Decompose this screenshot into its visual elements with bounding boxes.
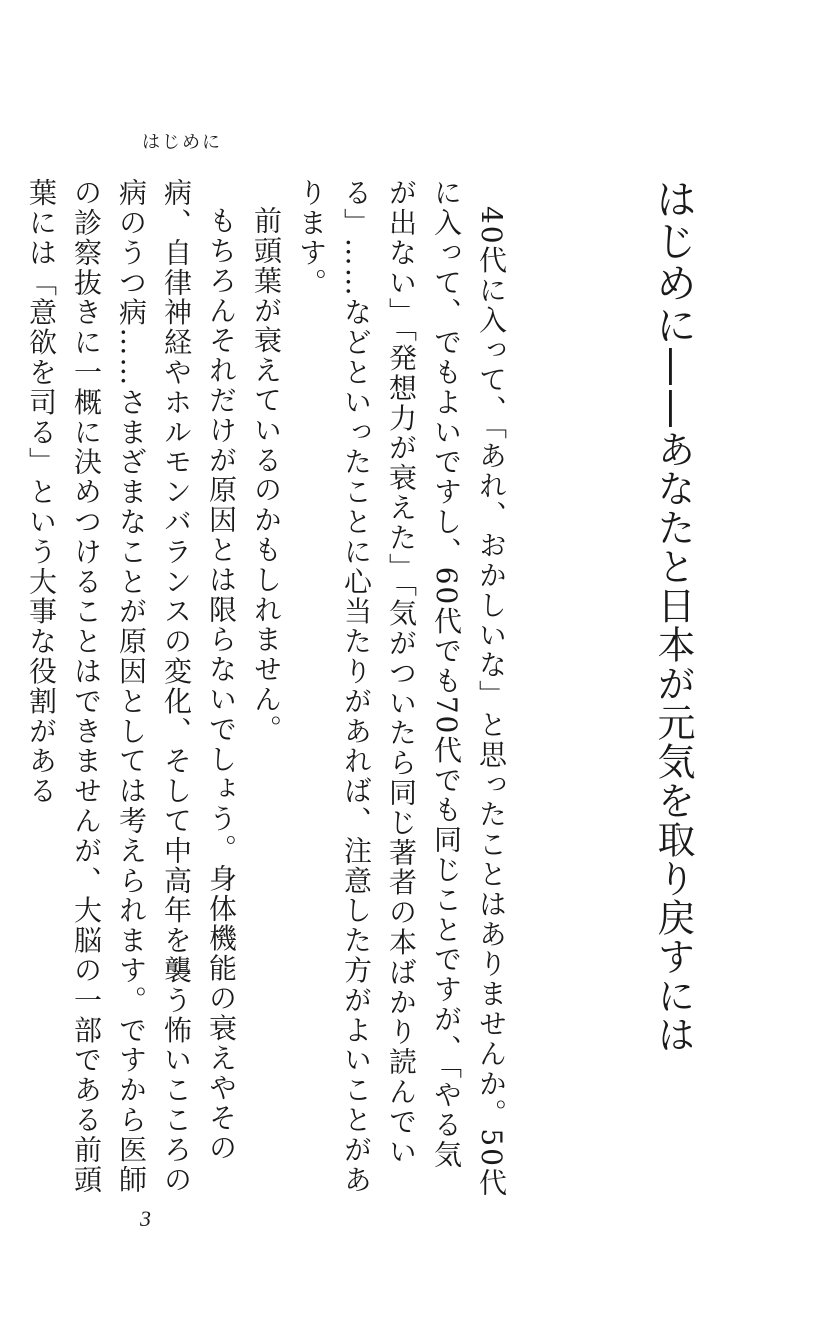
chapter-title-main: はじめに—— xyxy=(649,178,697,430)
chapter-subtitle: あなたと日本が元気を取り戻すには xyxy=(651,430,695,1054)
paragraph: 前頭葉が衰えているのかもしれません。 xyxy=(250,206,283,745)
page-number: 3 xyxy=(140,1206,151,1231)
chapter-title xyxy=(648,178,697,1054)
paragraph: もちろんそれだけが原因とは限らないでしょう。身体機能の衰えやその病、自律神経やホルモンバランスの変化、そして中高年を襲う怖いこころの病のうつ病……さまざまなことが原因としては考えられます。ですから医師の診察抜きに一概に決めつけることはできませんが、大脳の一部である前頭葉には「意欲を司る」という大事な役割がある xyxy=(25,178,238,1195)
paragraph: 40代に入って、「あれ、おかしいな」と思ったことはありませんか。50代に入って、でもよいですし、60代でも70代でも同じことですが、「やる気が出ない」「発想力が衰えた」「気がついたら同じ著者の本ばかり読んでいる」……などといったことに心当たりがあれば、注意した方がよいことがあります。 xyxy=(295,178,508,1198)
running-header: はじめに xyxy=(142,132,222,153)
body-text xyxy=(25,178,514,1198)
